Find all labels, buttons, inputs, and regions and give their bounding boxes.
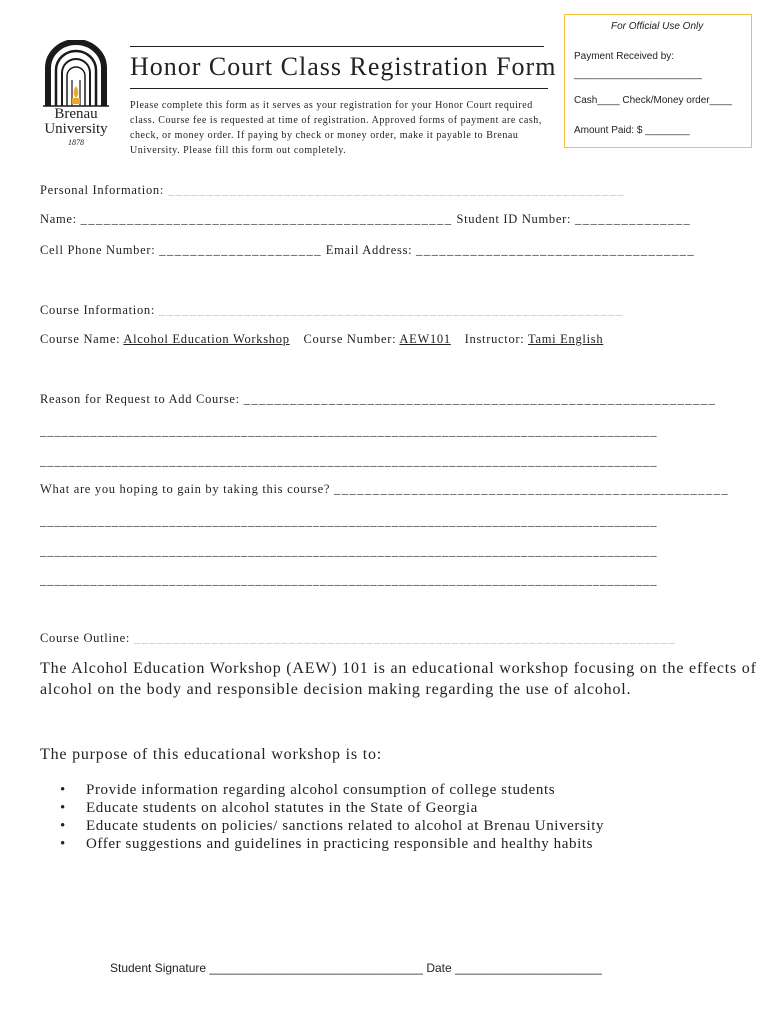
hoping-field-line-2[interactable]: ______________________________________________________________________________________: [40, 514, 658, 528]
student-signature-label: Student Signature: [110, 961, 207, 975]
instructor-value[interactable]: Tami English: [528, 332, 604, 346]
reason-field-line-2[interactable]: ______________________________________________________________________________________: [40, 424, 658, 438]
reason-field[interactable]: _____________________________________________________________: [243, 392, 717, 406]
outline-paragraph-line-2: alcohol on the body and responsible decision making regarding the use of alcohol.: [40, 681, 632, 698]
name-row: [40, 212, 691, 227]
logo-wordmark: [38, 107, 114, 137]
date-field[interactable]: ______________________: [455, 961, 602, 975]
course-details-row: [40, 332, 603, 347]
reason-row: [40, 392, 716, 407]
cell-phone-field[interactable]: _____________________: [159, 243, 322, 257]
hoping-label: What are you hoping to gain by taking this course?: [40, 482, 331, 496]
intro-paragraph: Please complete this form as it serves as your registration for your Honor Court required class. Course fee is requested at time of registration. Approved forms of payment are cash, check, or money order. If paying by check or money order, make it payable to Brenau University. Please fill this form out completely.: [130, 100, 542, 156]
purpose-bullet: • Educate students on alcohol statutes in the State of Georgia: [40, 799, 604, 817]
payment-received-field[interactable]: _______________________: [574, 69, 702, 80]
title-top-rule: [130, 46, 544, 47]
email-label: Email Address:: [325, 243, 413, 257]
reason-field-line-3[interactable]: ______________________________________________________________________________________: [40, 454, 658, 468]
course-info-rule: ____________________________________________________________: [158, 303, 624, 317]
student-id-field[interactable]: _______________: [574, 212, 692, 226]
payment-method-field[interactable]: Cash____ Check/Money order____: [574, 95, 732, 106]
reason-label: Reason for Request to Add Course:: [40, 392, 240, 406]
purpose-bullet: • Provide information regarding alcohol consumption of college students: [40, 781, 604, 799]
personal-info-rule: ___________________________________________________________: [167, 183, 626, 197]
hoping-field-line-4[interactable]: ______________________________________________________________________________________: [40, 573, 658, 587]
course-outline-rule: ______________________________________________________________________: [133, 631, 677, 645]
course-number-label: Course Number:: [303, 332, 397, 346]
purpose-heading: The purpose of this educational workshop is to:: [40, 746, 382, 763]
course-outline-label: Course Outline:: [40, 631, 131, 645]
official-use-box: [564, 14, 752, 148]
cell-phone-label: Cell Phone Number:: [40, 243, 156, 257]
name-label: Name:: [40, 212, 77, 226]
signature-row: [110, 961, 602, 975]
hoping-field[interactable]: ___________________________________________________: [333, 482, 730, 496]
official-use-heading: For Official Use Only: [611, 21, 704, 32]
logo-line-brenau: Brenau: [54, 106, 98, 122]
instructor-label: Instructor:: [464, 332, 525, 346]
payment-received-label: Payment Received by:: [574, 51, 675, 62]
purpose-bullet: • Educate students on policies/ sanctions related to alcohol at Brenau University: [40, 817, 604, 835]
title-bottom-rule: [130, 88, 548, 89]
course-name-value[interactable]: Alcohol Education Workshop: [123, 332, 290, 346]
amount-paid-field[interactable]: Amount Paid: $ ________: [574, 125, 690, 136]
student-signature-field[interactable]: ________________________________: [209, 961, 423, 975]
page-title: Honor Court Class Registration Form: [130, 52, 557, 81]
purpose-bullet-list: [40, 781, 604, 853]
hoping-row: [40, 482, 729, 497]
course-info-label: Course Information:: [40, 303, 156, 317]
contact-row: [40, 243, 695, 258]
outline-paragraph-line-1: The Alcohol Education Workshop (AEW) 101 is an educational workshop focusing on the effects of: [40, 660, 757, 677]
name-field[interactable]: ________________________________________________: [80, 212, 453, 226]
course-name-label: Course Name:: [40, 332, 121, 346]
email-field[interactable]: ____________________________________: [416, 243, 696, 257]
logo-year: 1878: [68, 138, 84, 147]
hoping-field-line-3[interactable]: ______________________________________________________________________________________: [40, 544, 658, 558]
course-outline-row: [40, 631, 676, 646]
course-info-row: [40, 303, 624, 318]
personal-info-row: [40, 183, 625, 198]
logo-line-university: University: [44, 121, 108, 137]
personal-info-label: Personal Information:: [40, 183, 165, 197]
date-label: Date: [426, 961, 452, 975]
student-id-label: Student ID Number:: [456, 212, 572, 226]
course-number-value[interactable]: AEW101: [399, 332, 451, 346]
purpose-bullet: • Offer suggestions and guidelines in practicing responsible and healthy habits: [40, 835, 604, 853]
